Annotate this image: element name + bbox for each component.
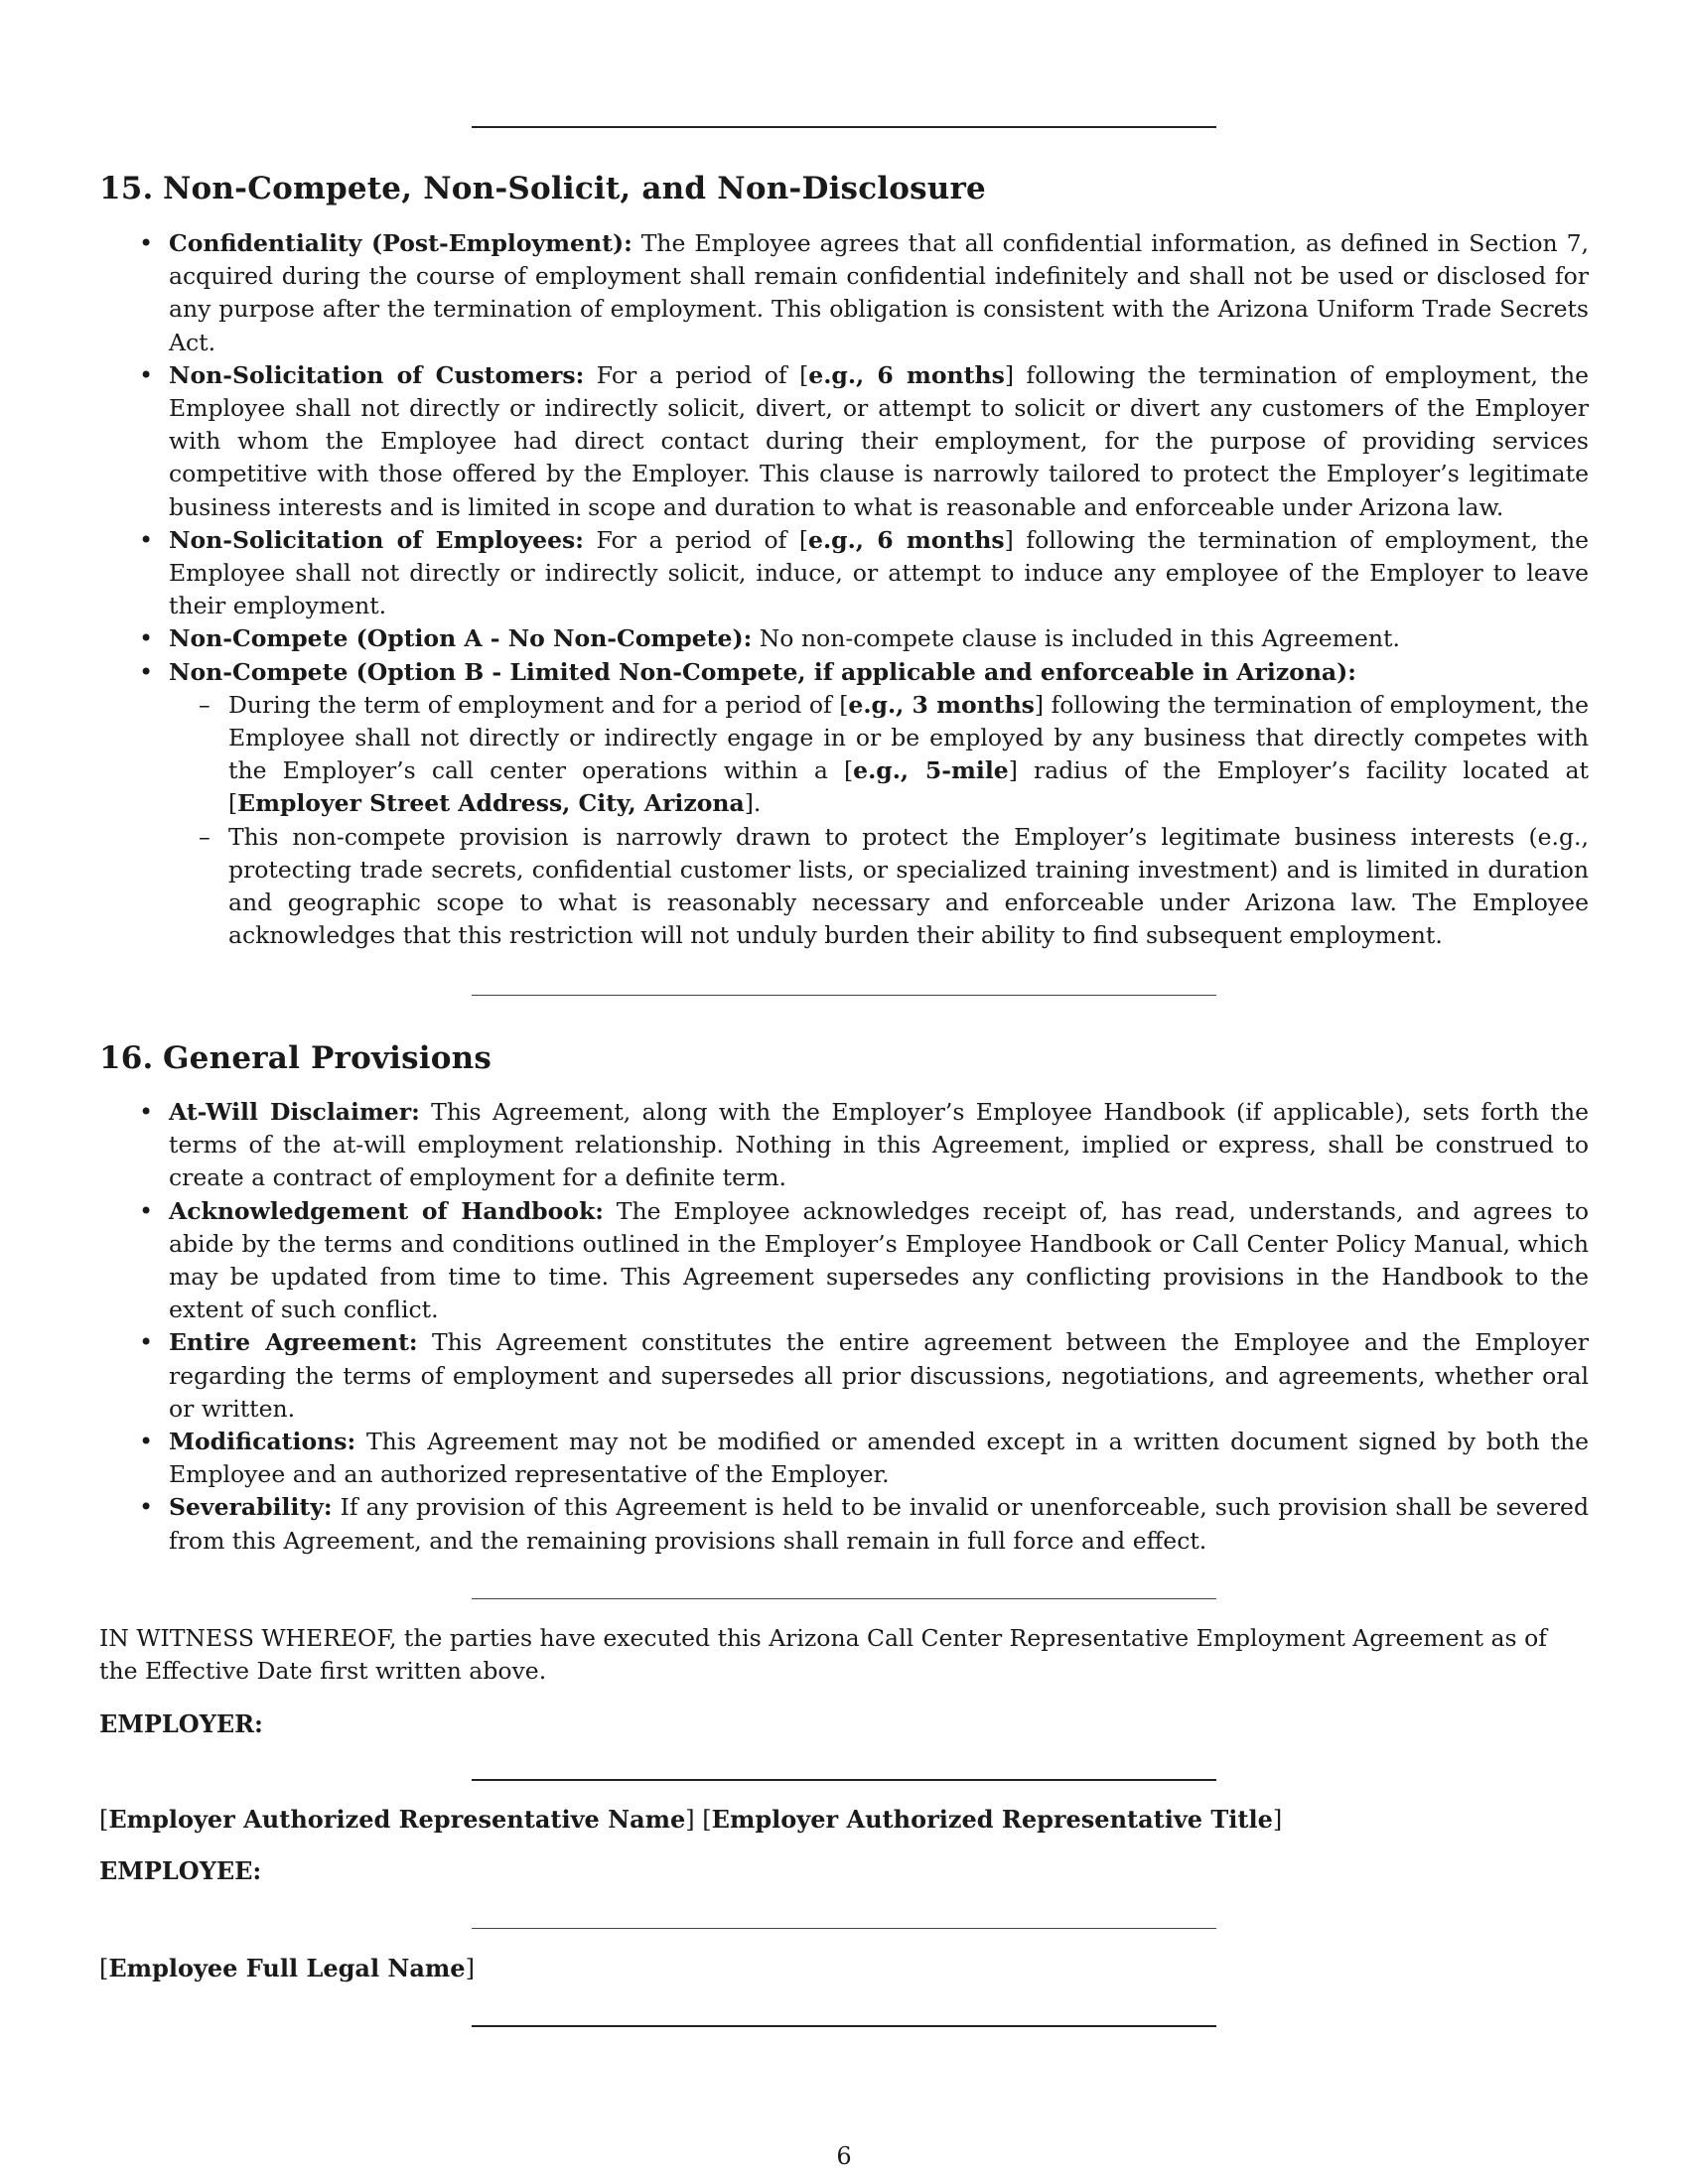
section-divider [472,1598,1216,1599]
item-term: Non-Compete (Option A - No Non-Compete): [169,624,753,653]
list-item [139,622,1589,655]
section-16-heading [99,1040,492,1076]
list-item [139,1491,1589,1557]
section-15-heading [99,171,986,206]
list-item [139,1326,1589,1426]
section-15-title: Non-Compete, Non-Solicit, and Non-Disclosure [163,171,986,206]
placeholder-field: e.g., 6 months [808,525,1005,554]
employee-name-line: [Employee Full Legal Name] [99,1954,475,1982]
placeholder-field: e.g., 6 months [808,360,1005,389]
item-term: Non-Compete (Option B - Limited Non-Compete, if applicable and enforceable in Arizona): [169,657,1356,686]
employer-label: EMPLOYER: [99,1709,263,1738]
list-item [139,227,1589,359]
item-text: If any provision of this Agreement is held to be invalid or unenforceable, such provision shall be severed from this Agreement, and the remaining provisions shall remain in full force and effect. [169,1493,1589,1555]
section-16-title: General Provisions [163,1040,492,1076]
item-term: Confidentiality (Post-Employment): [169,229,633,257]
item-term: Non-Solicitation of Customers: [169,360,585,389]
item-text: This Agreement constitutes the entire agreement between the Employee and the Employer regarding the terms of employment and supersedes all prior discussions, negotiations, and agreements, whether oral or written. [169,1328,1589,1423]
list-item [139,1426,1589,1491]
section-16-list [139,1096,1589,1558]
item-term: At-Will Disclaimer: [169,1098,420,1126]
employer-signature-line [472,1779,1216,1781]
section-divider [472,995,1216,996]
employer-rep-name: Employer Authorized Representative Name [108,1805,686,1834]
employee-signature-line [472,1928,1216,1929]
list-item: • Non-Solicitation of Customers: For a period of [e.g., 6 months] following the termination of employment, the Employee shall not directly or indirectly solicit, divert, or attempt to solicit or divert any customers of the Employer with whom the Employee had direct contact during their employment, for the purpose of providing services competitive with those offered by the Employer. This clause is narrowly tailored to protect the Employer’s legitimate business interests and is limited in scope and duration to what is reasonable and enforceable under Arizona law. [139,359,1589,524]
list-item [139,656,1589,953]
witness-clause: IN WITNESS WHEREOF, the parties have executed this Arizona Call Center Representative Employment Agreement as of the Effective Date first written above. [99,1624,1547,1686]
section-15-list [139,227,1589,952]
item-term: Non-Solicitation of Employees: [169,525,584,554]
employer-rep-title: Employer Authorized Representative Title [711,1805,1273,1834]
list-item: • Non-Solicitation of Employees: For a period of [e.g., 6 months] following the termination of employment, the Employee shall not directly or indirectly solicit, induce, or attempt to induce any employee of the Employer to leave their employment. [139,524,1589,623]
employee-label: EMPLOYEE: [99,1856,262,1885]
employee-name: Employee Full Legal Name [108,1954,466,1982]
document-page [99,0,1589,2184]
item-text: The Employee agrees that all confidential information, as defined in Section 7, acquired during the course of employment shall remain confidential indefinitely and shall not be used or disclosed for any purpose after the termination of employment. This obligation is consistent with the Arizona Uniform Trade Secrets Act. [169,229,1589,356]
page-number: 6 [836,2142,852,2170]
placeholder-field: Employer Street Address, City, Arizona [237,789,745,818]
item-term: Severability: [169,1493,333,1522]
sub-list-item: – This non-compete provision is narrowly drawn to protect the Employer’s legitimate business interests (e.g., protecting trade secrets, confidential customer lists, or specialized training investment) and is limited in duration and geographic scope to what is reasonably necessary and enforceable under Arizona law. The Employee acknowledges that this restriction will not unduly burden their ability to find subsequent employment. [169,821,1589,953]
employer-representative: [Employer Authorized Representative Name] [Employer Authorized Representative Title] [99,1805,1283,1834]
placeholder-field: e.g., 5-mile [853,756,1009,785]
item-term: Modifications: [169,1428,356,1456]
item-term: Entire Agreement: [169,1328,418,1357]
sub-list-item: – During the term of employment and for a period of [e.g., 3 months] following the termination of employment, the Employee shall not directly or indirectly engage in or be employed by any business that directly competes with the Employer’s call center operations within a [e.g., 5-mile] radius of the Employer’s facility located at [Employer Street Address, City, Arizona]. [169,689,1589,821]
list-item [139,1096,1589,1195]
bottom-divider [472,2025,1216,2027]
section-16-number: 16. [99,1040,154,1076]
item-text: This Agreement may not be modified or amended except in a written document signed by both the Employee and an authorized representative of the Employer. [169,1428,1589,1489]
item-text: This Agreement, along with the Employer’s Employee Handbook (if applicable), sets forth the terms of the at-will employment relationship. Nothing in this Agreement, implied or express, shall be construed to create a contract of employment for a definite term. [169,1098,1589,1192]
item-text: No non-compete clause is included in this Agreement. [752,624,1400,653]
item-term: Acknowledgement of Handbook: [169,1196,604,1225]
sub-list [169,689,1589,953]
top-divider [472,126,1216,128]
section-15-number: 15. [99,171,154,206]
list-item [139,1195,1589,1327]
item-text: The Employee acknowledges receipt of, has read, understands, and agrees to abide by the terms and conditions outlined in the Employer’s Employee Handbook or Call Center Policy Manual, which may be updated from time to time. This Agreement supersedes any conflicting provisions in the Handbook to the extent of such conflict. [169,1196,1589,1324]
placeholder-field: e.g., 3 months [848,690,1035,719]
